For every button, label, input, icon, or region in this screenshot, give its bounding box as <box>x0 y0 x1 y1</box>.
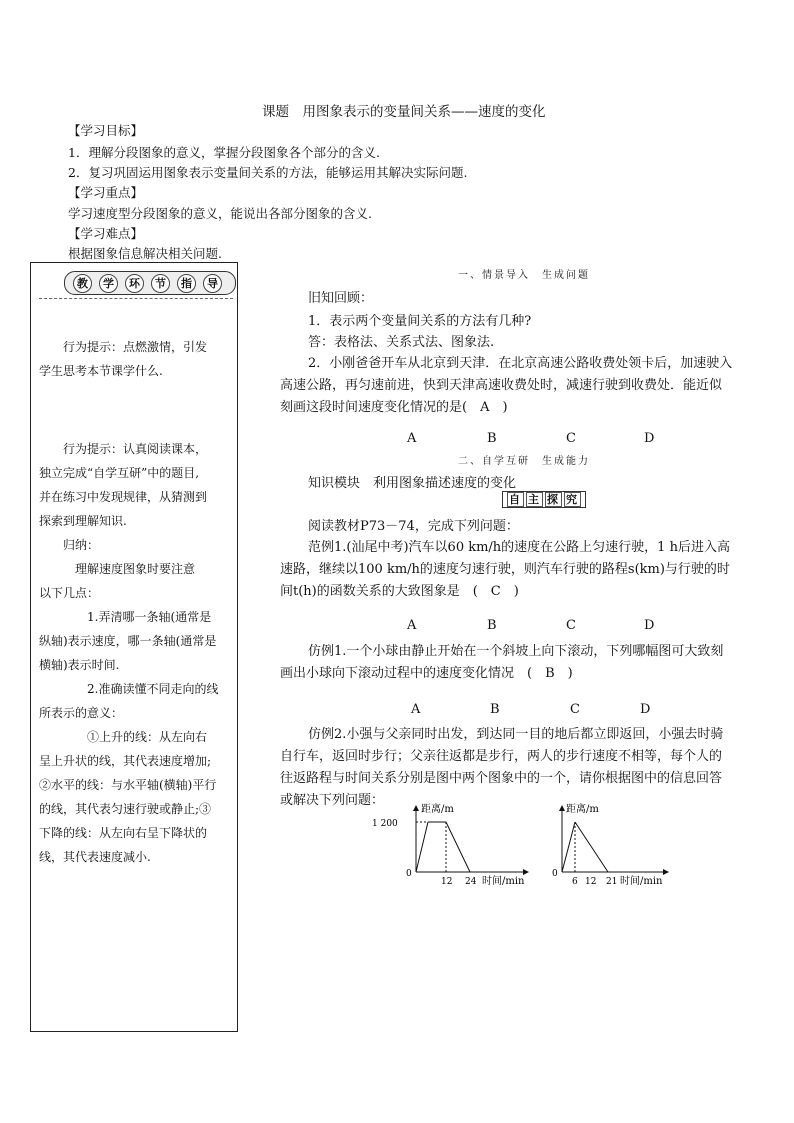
origin-label: 0 <box>552 869 558 879</box>
option-d: D <box>644 618 655 633</box>
summary-label: 归纳： <box>63 538 100 552</box>
graph-line <box>575 822 608 872</box>
option-a: A <box>407 431 417 446</box>
summary-line: 线，其代表速度减小. <box>39 850 151 864</box>
focus-text: 学习速度型分段图象的意义，能说出各部分图象的含义. <box>68 206 372 221</box>
tip-1-line: 学生思考本节课学什么. <box>39 364 163 378</box>
goal-1: 1．理解分段图象的意义，掌握分段图象各个部分的含义. <box>68 145 380 160</box>
goal-heading: 【学习目标】 <box>68 123 144 138</box>
option-d: D <box>644 431 655 446</box>
badge-char: 学 <box>99 274 118 293</box>
goal-2: 2．复习巩固运用图象表示变量间关系的方法，能够运用其解决实际问题. <box>68 165 468 180</box>
y-axis-label: 距离/m <box>566 804 599 815</box>
x-tick-label: 24 <box>465 877 477 887</box>
example-1: 速路，继续以100 km/h的速度匀速行驶，则汽车行驶的路程s(km)与行驶的时 <box>280 562 730 577</box>
focus-heading: 【学习重点】 <box>68 185 144 200</box>
section-1-heading: 一、情景导入 生成问题 <box>458 270 590 281</box>
summary-line: ①上升的线：从左向右 <box>87 730 208 744</box>
self-study-badge <box>502 491 586 508</box>
summary-line: 纵轴)表示速度，哪一条轴(通常是 <box>39 634 217 648</box>
tip-2 <box>39 437 233 869</box>
summary-line: 1.弄清哪一条轴(通常是 <box>87 610 212 624</box>
question-2: 刻画这段时间速度变化情况的是( A ) <box>280 400 508 415</box>
self-study-char: 自 <box>509 493 522 506</box>
summary-line: 的线，其代表匀速行驶或静止;③ <box>39 802 212 816</box>
option-b: B <box>487 618 497 633</box>
option-c: C <box>570 702 580 717</box>
summary-line: 2.准确读懂不同走向的线 <box>87 682 219 696</box>
tip-1-line: 行为提示：点燃激情，引发 <box>63 340 208 354</box>
option-a: A <box>411 702 421 717</box>
difficulty-text: 根据图象信息解决相关问题. <box>68 246 222 261</box>
self-study-char: 究 <box>566 493 579 506</box>
question-2: 2．小刚爸爸开车从北京到天津．在北京高速公路收费处领卡后，加速驶入 <box>308 356 733 371</box>
summary-line: 以下几点： <box>39 586 100 600</box>
option-d: D <box>640 702 651 717</box>
summary-line: 理解速度图象时要注意 <box>75 562 196 576</box>
follow-up-2: 或解决下列问题： <box>280 793 385 808</box>
tip-2-line: 并在练习中发现规律，从猜测到 <box>39 490 208 504</box>
option-b: B <box>490 702 500 717</box>
option-c: C <box>566 618 576 633</box>
tip-2-line: 独立完成“自学互研”中的题目, <box>39 466 200 480</box>
follow-up-2: 往返路程与时间关系分别是图中两个图象中的一个，请你根据图中的信息回答 <box>280 771 723 786</box>
x-axis-label: 时间/min <box>620 876 663 887</box>
graph-1 <box>368 800 538 890</box>
example-1: 范例1.(汕尾中考)汽车以60 km/h的速度在公路上匀速行驶，1 h后进入高 <box>308 540 730 555</box>
badge-char: 导 <box>203 274 222 293</box>
option-c: C <box>566 431 576 446</box>
graph-line <box>562 822 575 872</box>
tip-1 <box>39 335 233 383</box>
follow-up-1: 画出小球向下滚动过程中的速度变化情况 ( B ) <box>280 666 573 681</box>
summary-line: 呈上升状的线，其代表速度增加; <box>39 754 212 768</box>
follow-up-2: 自行车，返回时步行；父亲往返都是步行，两人的步行速度不相等，每个人的 <box>280 749 723 764</box>
option-b: B <box>487 431 497 446</box>
x-tick-label: 12 <box>585 877 597 887</box>
graph-line <box>416 822 428 872</box>
summary-line: 横轴)表示时间. <box>39 658 120 672</box>
section-2-heading: 二、自学互研 生成能力 <box>458 456 590 467</box>
knowledge-module: 知识模块 利用图象描述速度的变化 <box>308 476 517 491</box>
divider <box>39 298 233 299</box>
read-instruction: 阅读教材P73－74，完成下列问题： <box>308 519 519 534</box>
x-axis-label: 时间/min <box>482 876 525 887</box>
y-tick-label: 1 200 <box>372 819 398 829</box>
sidebar-guide-box <box>30 262 238 1032</box>
self-study-char: 探 <box>547 493 560 506</box>
y-axis-label: 距离/m <box>421 804 454 815</box>
badge-char: 节 <box>151 274 170 293</box>
graph-line <box>446 822 470 872</box>
origin-label: 0 <box>406 869 412 879</box>
summary-line: ②水平的线：与水平轴(横轴)平行 <box>39 778 217 792</box>
summary-line: 下降的线：从左向右呈下降状的 <box>39 826 208 840</box>
summary-line: 所表示的意义： <box>39 706 124 720</box>
question-1: 1．表示两个变量间关系的方法有几种? <box>308 314 532 329</box>
example-1: 间t(h)的函数关系的大致图象是 ( C ) <box>280 584 519 599</box>
x-tick-label: 12 <box>441 877 453 887</box>
answer-1: 答：表格法、关系式法、图象法. <box>308 335 495 350</box>
follow-up-2: 仿例2.小强与父亲同时出发，到达同一目的地后都立即返回，小强去时骑 <box>308 727 724 742</box>
tip-2-line: 探索到理解知识. <box>39 514 127 528</box>
x-tick-label: 21 <box>606 877 618 887</box>
badge-char: 环 <box>125 274 144 293</box>
difficulty-heading: 【学习难点】 <box>68 226 144 241</box>
review-label: 旧知回顾： <box>308 291 374 306</box>
badge-char: 教 <box>73 274 92 293</box>
tip-2-line: 行为提示：认真阅读课本， <box>63 442 208 456</box>
follow-up-1: 仿例1.一个小球由静止开始在一个斜坡上向下滚动，下列哪幅图可大致刻 <box>308 644 724 659</box>
x-tick-label: 6 <box>572 877 578 887</box>
page-title: 课题 用图象表示的变量间关系——速度的变化 <box>262 104 546 120</box>
question-2: 高速公路，再匀速前进，快到天津高速收费处时，减速行驶到收费处．能近似 <box>280 378 723 393</box>
self-study-char: 主 <box>528 493 541 506</box>
graph-2 <box>548 800 678 890</box>
guide-badge <box>64 271 236 295</box>
option-a: A <box>407 618 417 633</box>
badge-char: 指 <box>177 274 196 293</box>
